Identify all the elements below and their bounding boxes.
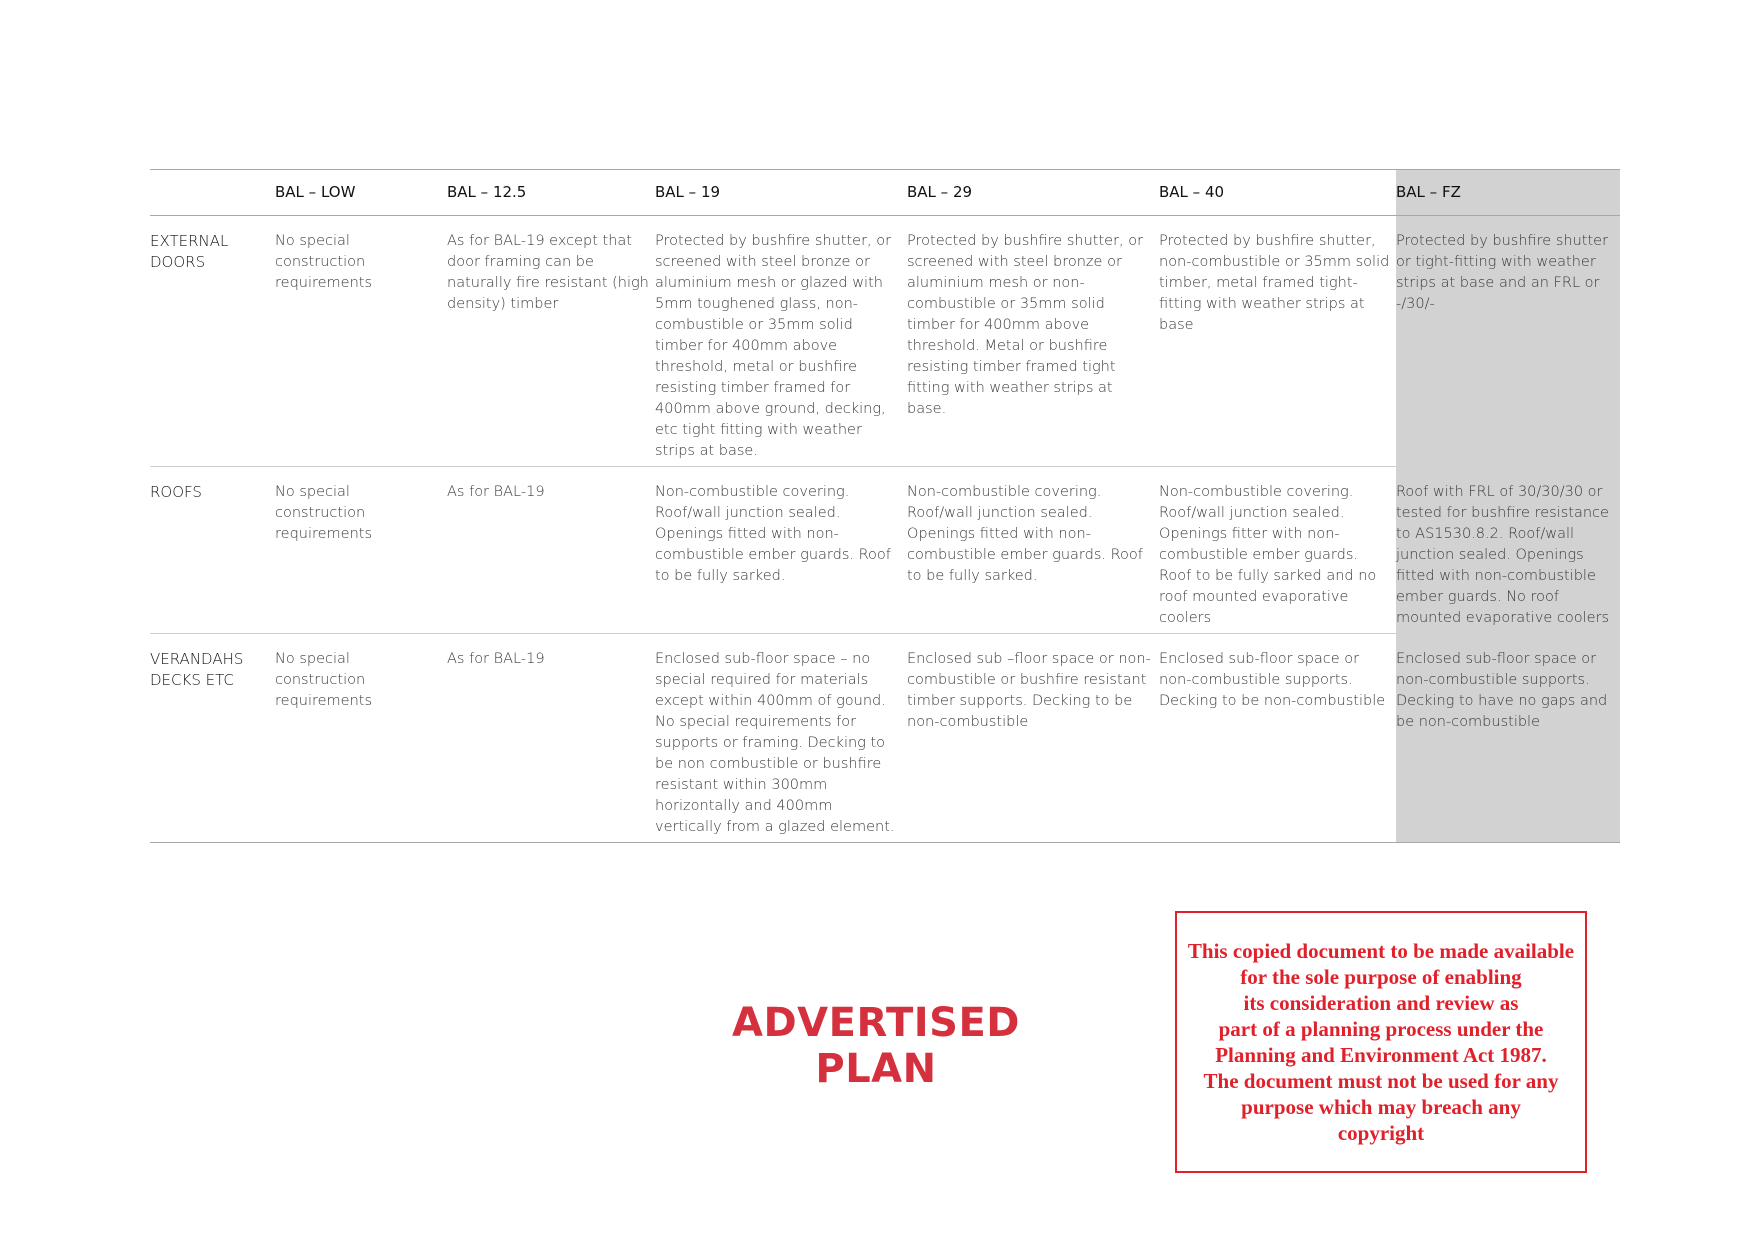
table-row-verandahs-decks	[150, 634, 1620, 843]
table-cell: As for BAL-19 except that door framing can be naturally fire resistant (high density) timber	[447, 216, 655, 467]
table-row-roofs	[150, 467, 1620, 634]
bal-construction-table	[150, 169, 1620, 843]
table-cell: Protected by bushfire shutter or tight-fitting with weather strips at base and an FRL or -/30/-	[1396, 216, 1620, 467]
table-cell: As for BAL-19	[447, 634, 655, 843]
table-cell: No special construction requirements	[275, 634, 447, 843]
table-cell: Non-combustible covering. Roof/wall junction sealed. Openings fitter with non-combustible ember guards. Roof to be fully sarked and no roof mounted evaporative coolers	[1159, 467, 1396, 634]
stamp-line-1: ADVERTISED	[732, 1000, 1020, 1046]
table-cell: No special construction requirements	[275, 216, 447, 467]
table-cell: As for BAL-19	[447, 467, 655, 634]
table-cell: Enclosed sub-floor space or non-combustible supports. Decking to have no gaps and be non-combustible	[1396, 634, 1620, 843]
table-cell: Non-combustible covering. Roof/wall junction sealed. Openings fitted with non-combustible ember guards. Roof to be fully sarked.	[907, 467, 1159, 634]
stamp-line-2: PLAN	[815, 1046, 937, 1092]
table-cell: Protected by bushfire shutter, non-combustible or 35mm solid timber, metal framed tight-fitting with weather strips at base	[1159, 216, 1396, 467]
advertised-plan-stamp	[728, 1000, 1024, 1100]
column-header-bal-fz: BAL – FZ	[1396, 170, 1620, 216]
column-header-bal-12-5: BAL – 12.5	[447, 170, 655, 216]
column-header-bal-29: BAL – 29	[907, 170, 1159, 216]
table-cell: Enclosed sub-floor space or non-combustible supports. Decking to be non-combustible	[1159, 634, 1396, 843]
row-label: VERANDAHS DECKS ETC	[150, 634, 275, 843]
copyright-notice-box	[1175, 911, 1587, 1173]
column-header-bal-40: BAL – 40	[1159, 170, 1396, 216]
row-label: EXTERNAL DOORS	[150, 216, 275, 467]
table-cell: Non-combustible covering. Roof/wall junction sealed. Openings fitted with non-combustible ember guards. Roof to be fully sarked.	[655, 467, 907, 634]
column-header-bal-low: BAL – LOW	[275, 170, 447, 216]
table-cell: Enclosed sub –floor space or non-combustible or bushfire resistant timber supports. Decking to be non-combustible	[907, 634, 1159, 843]
row-label: ROOFS	[150, 467, 275, 634]
table-cell: Protected by bushfire shutter, or screened with steel bronze or aluminium mesh or non-combustible or 35mm solid timber for 400mm above threshold. Metal or bushfire resisting timber framed tight fitting with weather strips at base.	[907, 216, 1159, 467]
column-header-bal-19: BAL – 19	[655, 170, 907, 216]
copyright-notice-text: This copied document to be made available for the sole purpose of enabling its consideration and review as part of a planning process under the Planning and Environment Act 1987. The document must not be used for any purpose which may breach any copyright	[1187, 939, 1575, 1145]
column-header-blank	[150, 170, 275, 216]
table-row-external-doors	[150, 216, 1620, 467]
table-cell: Roof with FRL of 30/30/30 or tested for bushfire resistance to AS1530.8.2. Roof/wall junction sealed. Openings fitted with non-combustible ember guards. No roof mounted evaporative coolers	[1396, 467, 1620, 634]
table-cell: Protected by bushfire shutter, or screened with steel bronze or aluminium mesh or glazed with 5mm toughened glass, non-combustible or 35mm solid timber for 400mm above threshold, metal or bushfire resisting timber framed for 400mm above ground, decking, etc tight fitting with weather strips at base.	[655, 216, 907, 467]
table-header-row	[150, 170, 1620, 216]
table-cell: No special construction requirements	[275, 467, 447, 634]
table-cell: Enclosed sub-floor space – no special required for materials except within 400mm of gound. No special requirements for supports or framing. Decking to be non combustible or bushfire resistant within 300mm horizontally and 400mm vertically from a glazed element.	[655, 634, 907, 843]
